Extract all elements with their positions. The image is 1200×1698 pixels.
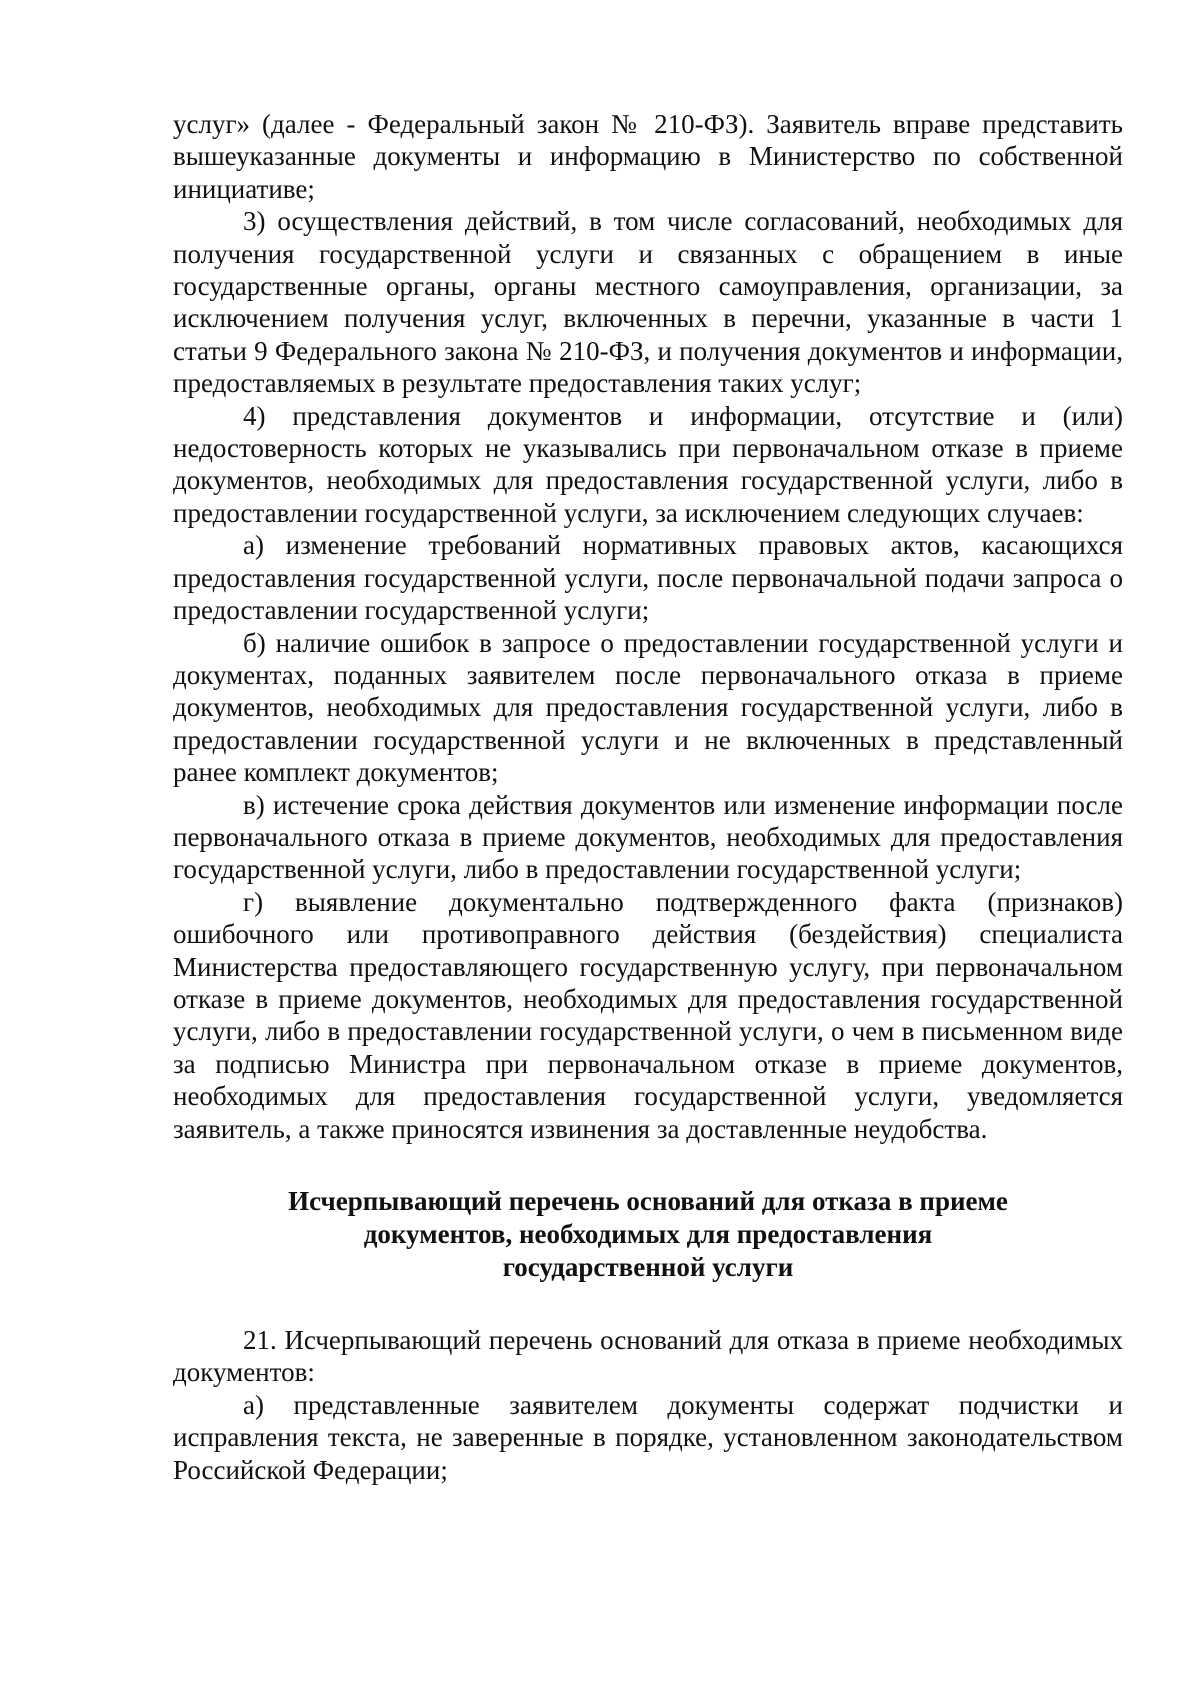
paragraph-subitem-b: б) наличие ошибок в запросе о предоставлении государственной услуги и документах, поданных заявителем после первоначального отказа в приеме документов, необходимых для предоставления государственной услуги, либо в предоставлении государственной услуги и не включенных в представленный ранее комплект документов; [173,627,1123,788]
section-heading-line-1: Исчерпывающий перечень оснований для отказа в приеме [288,1186,1008,1216]
section-heading-line-3: государственной услуги [502,1252,794,1282]
paragraph-item-3: 3) осуществления действий, в том числе согласований, необходимых для получения государственной услуги и связанных с обращением в иные государственные органы, органы местного самоуправления, организации, за исключением получения услуг, включенных в перечни, указанные в части 1 статьи 9 Федерального закона № 210-ФЗ, и получения документов и информации, предоставляемых в результате предоставления таких услуг; [173,206,1123,399]
paragraph-item-4: 4) представления документов и информации, отсутствие и (или) недостоверность которых не указывались при первоначальном отказе в приеме документов, необходимых для предоставления государственной услуги, либо в предоставлении государственной услуги, за исключением следующих случаев: [173,400,1123,528]
section-heading [173,1185,1123,1284]
document-page [173,108,1123,1486]
paragraph-subitem-v: в) истечение срока действия документов или изменение информации после первоначального отказа в приеме документов, необходимых для предоставления государственной услуги, либо в предоставлении государственной услуги; [173,789,1123,885]
paragraph-item-21: 21. Исчерпывающий перечень оснований для отказа в приеме необходимых документов: [173,1325,1123,1388]
paragraph-continuation: услуг» (далее - Федеральный закон № 210-ФЗ). Заявитель вправе представить вышеуказанные документы и информацию в Министерство по собственной инициативе; [173,109,1123,204]
section-heading-line-2: документов, необходимых для предоставления [363,1219,933,1249]
paragraph-item-21-a: а) представленные заявителем документы содержат подчистки и исправления текста, не заверенные в порядке, установленном законодательством Российской Федерации; [173,1389,1123,1485]
paragraph-subitem-g: г) выявление документально подтвержденного факта (признаков) ошибочного или противоправного действия (бездействия) специалиста Министерства предоставляющего государственную услугу, при первоначальном отказе в приеме документов, необходимых для предоставления государственной услуги, либо в предоставлении государственной услуги, о чем в письменном виде за подписью Министра при первоначальном отказе в приеме документов, необходимых для предоставления государственной услуги, уведомляется заявитель, а также приносятся извинения за доставленные неудобства. [173,886,1123,1144]
paragraph-subitem-a: а) изменение требований нормативных правовых актов, касающихся предоставления государственной услуги, после первоначальной подачи запроса о предоставлении государственной услуги; [173,530,1123,626]
